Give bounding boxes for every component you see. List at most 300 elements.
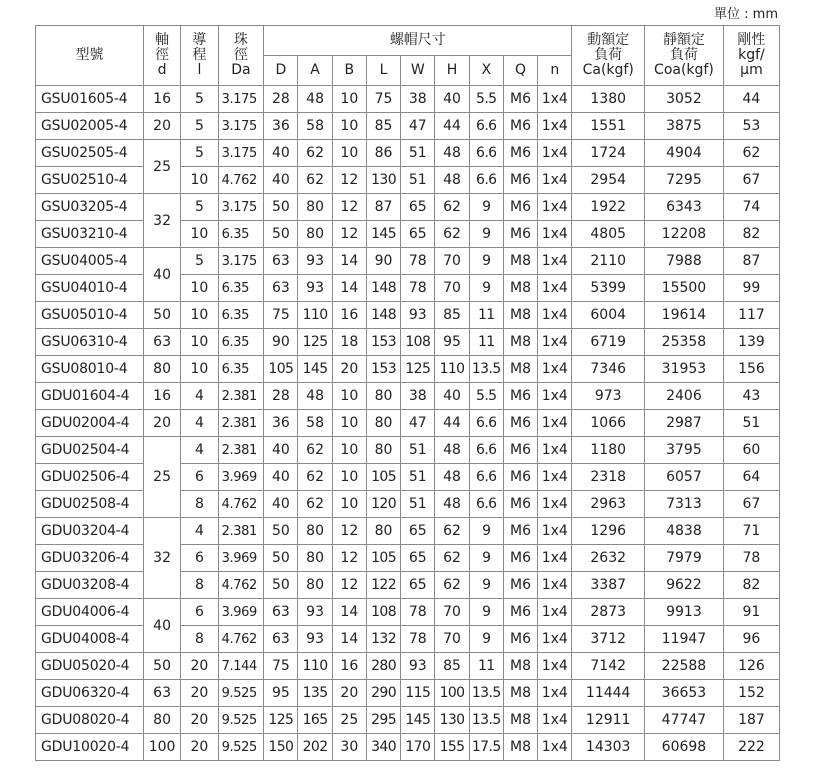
static-load-cell: 7313 [645,491,724,518]
nut-B-cell: 12 [332,572,366,599]
nut-X-cell: 9 [469,518,503,545]
header-nut-D: D [264,56,298,86]
nut-H-cell: 40 [435,86,469,113]
nut-L-cell: 148 [366,302,400,329]
nut-Q-cell: M6 [503,491,537,518]
nut-A-cell: 110 [298,302,332,329]
static-load-cell: 22588 [645,653,724,680]
stiffness-cell: 62 [723,140,779,167]
nut-B-cell: 12 [332,221,366,248]
nut-n-cell: 1x4 [538,518,572,545]
nut-H-cell: 70 [435,626,469,653]
static-load-cell: 9622 [645,572,724,599]
nut-L-cell: 148 [366,275,400,302]
lead-cell: 5 [181,86,218,113]
nut-B-cell: 12 [332,518,366,545]
static-load-cell: 6343 [645,194,724,221]
static-load-cell: 7295 [645,167,724,194]
nut-n-cell: 1x4 [538,464,572,491]
model-cell: GDU10020-4 [36,734,144,761]
nut-L-cell: 122 [366,572,400,599]
nut-D-cell: 50 [264,194,298,221]
nut-H-cell: 62 [435,518,469,545]
model-cell: GSU01605-4 [36,86,144,113]
nut-W-cell: 47 [401,410,435,437]
header-nut-n: n [538,56,572,86]
nut-Q-cell: M6 [503,572,537,599]
dynamic-load-cell: 5399 [572,275,645,302]
nut-H-cell: 44 [435,113,469,140]
nut-D-cell: 36 [264,113,298,140]
nut-Q-cell: M8 [503,356,537,383]
model-cell: GSU05010-4 [36,302,144,329]
nut-A-cell: 93 [298,275,332,302]
nut-B-cell: 25 [332,707,366,734]
nut-L-cell: 120 [366,491,400,518]
stiffness-cell: 64 [723,464,779,491]
nut-L-cell: 90 [366,248,400,275]
nut-H-cell: 70 [435,248,469,275]
nut-B-cell: 14 [332,599,366,626]
dynamic-load-cell: 2954 [572,167,645,194]
stiffness-cell: 67 [723,167,779,194]
nut-D-cell: 105 [264,356,298,383]
model-cell: GDU05020-4 [36,653,144,680]
lead-cell: 8 [181,491,218,518]
ball-diameter-cell: 6.35 [218,329,264,356]
static-load-cell: 6057 [645,464,724,491]
ball-diameter-cell: 2.381 [218,383,264,410]
nut-Q-cell: M6 [503,140,537,167]
static-load-cell: 47747 [645,707,724,734]
nut-W-cell: 51 [401,167,435,194]
dynamic-load-cell: 4805 [572,221,645,248]
nut-L-cell: 280 [366,653,400,680]
nut-A-cell: 125 [298,329,332,356]
lead-cell: 6 [181,464,218,491]
table-row [36,194,780,221]
unit-label: 單位 : mm [714,7,778,22]
nut-X-cell: 9 [469,194,503,221]
nut-D-cell: 50 [264,545,298,572]
lead-cell: 8 [181,626,218,653]
ball-screw-spec-table [35,25,780,761]
nut-A-cell: 62 [298,437,332,464]
nut-Q-cell: M6 [503,518,537,545]
nut-L-cell: 295 [366,707,400,734]
nut-n-cell: 1x4 [538,383,572,410]
nut-D-cell: 40 [264,140,298,167]
nut-B-cell: 12 [332,167,366,194]
nut-n-cell: 1x4 [538,356,572,383]
nut-X-cell: 6.6 [469,464,503,491]
nut-H-cell: 44 [435,410,469,437]
lead-cell: 4 [181,383,218,410]
header-static-load: 靜額定 負荷 Coa(kgf) [645,26,724,86]
static-load-cell: 9913 [645,599,724,626]
nut-X-cell: 6.6 [469,113,503,140]
model-cell: GDU02506-4 [36,464,144,491]
table-row [36,680,780,707]
nut-X-cell: 5.5 [469,86,503,113]
nut-B-cell: 16 [332,302,366,329]
nut-L-cell: 80 [366,518,400,545]
nut-A-cell: 93 [298,626,332,653]
nut-L-cell: 80 [366,383,400,410]
stiffness-cell: 187 [723,707,779,734]
nut-L-cell: 132 [366,626,400,653]
static-load-cell: 7979 [645,545,724,572]
dynamic-load-cell: 1380 [572,86,645,113]
model-cell: GSU04005-4 [36,248,144,275]
lead-cell: 10 [181,302,218,329]
ball-diameter-cell: 3.969 [218,545,264,572]
dynamic-load-cell: 2110 [572,248,645,275]
nut-L-cell: 108 [366,599,400,626]
nut-L-cell: 153 [366,329,400,356]
nut-D-cell: 63 [264,275,298,302]
lead-cell: 10 [181,221,218,248]
nut-n-cell: 1x4 [538,221,572,248]
stiffness-cell: 156 [723,356,779,383]
ball-diameter-cell: 2.381 [218,518,264,545]
nut-Q-cell: M6 [503,599,537,626]
lead-cell: 4 [181,437,218,464]
nut-X-cell: 13.5 [469,680,503,707]
nut-n-cell: 1x4 [538,410,572,437]
nut-Q-cell: M6 [503,221,537,248]
nut-W-cell: 93 [401,653,435,680]
nut-L-cell: 340 [366,734,400,761]
nut-D-cell: 95 [264,680,298,707]
nut-A-cell: 48 [298,86,332,113]
nut-B-cell: 12 [332,545,366,572]
nut-W-cell: 65 [401,194,435,221]
stiffness-cell: 96 [723,626,779,653]
nut-Q-cell: M8 [503,734,537,761]
nut-W-cell: 125 [401,356,435,383]
static-load-cell: 3875 [645,113,724,140]
nut-B-cell: 10 [332,491,366,518]
nut-Q-cell: M8 [503,707,537,734]
nut-B-cell: 10 [332,437,366,464]
ball-diameter-cell: 6.35 [218,221,264,248]
dynamic-load-cell: 3387 [572,572,645,599]
nut-W-cell: 51 [401,464,435,491]
nut-H-cell: 130 [435,707,469,734]
static-load-cell: 2987 [645,410,724,437]
model-cell: GDU06320-4 [36,680,144,707]
nut-W-cell: 51 [401,437,435,464]
static-load-cell: 2406 [645,383,724,410]
nut-X-cell: 6.6 [469,437,503,464]
lead-cell: 10 [181,329,218,356]
nut-B-cell: 14 [332,248,366,275]
nut-W-cell: 78 [401,626,435,653]
nut-W-cell: 47 [401,113,435,140]
table-row [36,86,780,113]
nut-A-cell: 165 [298,707,332,734]
model-cell: GDU03208-4 [36,572,144,599]
shaft-diameter-cell: 20 [143,410,180,437]
lead-cell: 10 [181,356,218,383]
nut-Q-cell: M8 [503,248,537,275]
static-load-cell: 31953 [645,356,724,383]
ball-diameter-cell: 4.762 [218,167,264,194]
nut-n-cell: 1x4 [538,734,572,761]
static-load-cell: 15500 [645,275,724,302]
nut-X-cell: 9 [469,626,503,653]
stiffness-cell: 117 [723,302,779,329]
nut-n-cell: 1x4 [538,113,572,140]
nut-Q-cell: M6 [503,464,537,491]
dynamic-load-cell: 7142 [572,653,645,680]
header-nut-H: H [435,56,469,86]
static-load-cell: 60698 [645,734,724,761]
ball-diameter-cell: 6.35 [218,275,264,302]
nut-B-cell: 16 [332,653,366,680]
ball-diameter-cell: 2.381 [218,410,264,437]
nut-B-cell: 30 [332,734,366,761]
header-nut-W: W [401,56,435,86]
header-nut-X: X [469,56,503,86]
model-cell: GSU03210-4 [36,221,144,248]
static-load-cell: 3795 [645,437,724,464]
nut-H-cell: 62 [435,545,469,572]
nut-D-cell: 28 [264,383,298,410]
shaft-diameter-cell: 100 [143,734,180,761]
nut-n-cell: 1x4 [538,437,572,464]
table-row [36,410,780,437]
ball-diameter-cell: 4.762 [218,491,264,518]
nut-X-cell: 13.5 [469,356,503,383]
dynamic-load-cell: 1296 [572,518,645,545]
stiffness-cell: 71 [723,518,779,545]
nut-L-cell: 80 [366,437,400,464]
nut-W-cell: 93 [401,302,435,329]
dynamic-load-cell: 6719 [572,329,645,356]
stiffness-cell: 51 [723,410,779,437]
static-load-cell: 7988 [645,248,724,275]
ball-diameter-cell: 3.175 [218,140,264,167]
table-row [36,599,780,626]
lead-cell: 8 [181,572,218,599]
nut-H-cell: 48 [435,491,469,518]
nut-n-cell: 1x4 [538,86,572,113]
static-load-cell: 36653 [645,680,724,707]
ball-diameter-cell: 4.762 [218,626,264,653]
model-cell: GSU02510-4 [36,167,144,194]
stiffness-cell: 78 [723,545,779,572]
shaft-diameter-cell: 80 [143,707,180,734]
nut-A-cell: 80 [298,221,332,248]
dynamic-load-cell: 7346 [572,356,645,383]
model-cell: GDU03204-4 [36,518,144,545]
static-load-cell: 12208 [645,221,724,248]
model-cell: GSU06310-4 [36,329,144,356]
dynamic-load-cell: 2318 [572,464,645,491]
nut-X-cell: 6.6 [469,491,503,518]
stiffness-cell: 222 [723,734,779,761]
nut-X-cell: 6.6 [469,140,503,167]
ball-diameter-cell: 3.175 [218,113,264,140]
header-lead: 導 程 l [181,26,218,86]
nut-A-cell: 145 [298,356,332,383]
nut-D-cell: 63 [264,626,298,653]
model-cell: GSU03205-4 [36,194,144,221]
shaft-diameter-cell: 16 [143,383,180,410]
nut-Q-cell: M8 [503,653,537,680]
nut-n-cell: 1x4 [538,302,572,329]
nut-X-cell: 9 [469,275,503,302]
nut-A-cell: 80 [298,545,332,572]
static-load-cell: 11947 [645,626,724,653]
nut-D-cell: 75 [264,653,298,680]
dynamic-load-cell: 1724 [572,140,645,167]
table-row [36,734,780,761]
nut-B-cell: 10 [332,86,366,113]
nut-L-cell: 80 [366,410,400,437]
shaft-diameter-cell: 16 [143,86,180,113]
model-cell: GDU03206-4 [36,545,144,572]
shaft-diameter-cell: 63 [143,329,180,356]
nut-W-cell: 78 [401,275,435,302]
table-row [36,707,780,734]
nut-H-cell: 48 [435,167,469,194]
header-nut-A: A [298,56,332,86]
dynamic-load-cell: 1180 [572,437,645,464]
nut-H-cell: 95 [435,329,469,356]
model-cell: GSU08010-4 [36,356,144,383]
nut-Q-cell: M6 [503,167,537,194]
nut-H-cell: 70 [435,275,469,302]
header-nut-L: L [366,56,400,86]
nut-X-cell: 11 [469,653,503,680]
ball-diameter-cell: 9.525 [218,734,264,761]
nut-Q-cell: M8 [503,680,537,707]
header-model: 型號 [36,26,144,86]
shaft-diameter-cell: 40 [143,599,180,653]
nut-W-cell: 78 [401,248,435,275]
nut-L-cell: 87 [366,194,400,221]
nut-X-cell: 9 [469,248,503,275]
nut-B-cell: 10 [332,140,366,167]
stiffness-cell: 126 [723,653,779,680]
dynamic-load-cell: 14303 [572,734,645,761]
nut-A-cell: 58 [298,113,332,140]
shaft-diameter-cell: 20 [143,113,180,140]
stiffness-cell: 74 [723,194,779,221]
lead-cell: 20 [181,653,218,680]
nut-B-cell: 10 [332,464,366,491]
nut-L-cell: 130 [366,167,400,194]
model-cell: GDU02004-4 [36,410,144,437]
shaft-diameter-cell: 25 [143,140,180,194]
stiffness-cell: 44 [723,86,779,113]
nut-X-cell: 11 [469,329,503,356]
lead-cell: 5 [181,113,218,140]
ball-diameter-cell: 3.969 [218,599,264,626]
nut-Q-cell: M6 [503,113,537,140]
ball-diameter-cell: 7.144 [218,653,264,680]
static-load-cell: 3052 [645,86,724,113]
ball-diameter-cell: 3.175 [218,86,264,113]
shaft-diameter-cell: 32 [143,518,180,599]
model-cell: GDU04006-4 [36,599,144,626]
table-row [36,437,780,464]
dynamic-load-cell: 973 [572,383,645,410]
nut-W-cell: 145 [401,707,435,734]
shaft-diameter-cell: 40 [143,248,180,302]
nut-A-cell: 135 [298,680,332,707]
nut-W-cell: 65 [401,518,435,545]
shaft-diameter-cell: 32 [143,194,180,248]
nut-W-cell: 38 [401,383,435,410]
nut-A-cell: 62 [298,140,332,167]
nut-X-cell: 6.6 [469,167,503,194]
dynamic-load-cell: 11444 [572,680,645,707]
shaft-diameter-cell: 80 [143,356,180,383]
header-nut-dimensions: 螺帽尺寸 [264,26,572,56]
stiffness-cell: 87 [723,248,779,275]
nut-Q-cell: M6 [503,410,537,437]
nut-X-cell: 9 [469,545,503,572]
nut-H-cell: 62 [435,221,469,248]
lead-cell: 6 [181,599,218,626]
lead-cell: 5 [181,194,218,221]
nut-W-cell: 170 [401,734,435,761]
shaft-diameter-cell: 50 [143,302,180,329]
dynamic-load-cell: 1551 [572,113,645,140]
nut-B-cell: 10 [332,410,366,437]
nut-B-cell: 20 [332,356,366,383]
nut-X-cell: 9 [469,572,503,599]
lead-cell: 5 [181,248,218,275]
static-load-cell: 25358 [645,329,724,356]
table-row [36,302,780,329]
nut-W-cell: 108 [401,329,435,356]
stiffness-cell: 43 [723,383,779,410]
nut-W-cell: 38 [401,86,435,113]
dynamic-load-cell: 2963 [572,491,645,518]
nut-W-cell: 65 [401,572,435,599]
table-row [36,383,780,410]
table-row [36,248,780,275]
nut-H-cell: 62 [435,572,469,599]
nut-B-cell: 20 [332,680,366,707]
nut-n-cell: 1x4 [538,248,572,275]
nut-A-cell: 62 [298,167,332,194]
nut-n-cell: 1x4 [538,653,572,680]
shaft-diameter-cell: 50 [143,653,180,680]
nut-L-cell: 75 [366,86,400,113]
nut-n-cell: 1x4 [538,707,572,734]
ball-diameter-cell: 4.762 [218,572,264,599]
table-row [36,653,780,680]
nut-H-cell: 110 [435,356,469,383]
nut-D-cell: 150 [264,734,298,761]
nut-H-cell: 62 [435,194,469,221]
nut-H-cell: 155 [435,734,469,761]
ball-diameter-cell: 9.525 [218,680,264,707]
nut-Q-cell: M6 [503,194,537,221]
lead-cell: 4 [181,518,218,545]
model-cell: GDU02508-4 [36,491,144,518]
nut-L-cell: 105 [366,464,400,491]
nut-D-cell: 90 [264,329,298,356]
ball-diameter-cell: 6.35 [218,356,264,383]
nut-B-cell: 10 [332,383,366,410]
